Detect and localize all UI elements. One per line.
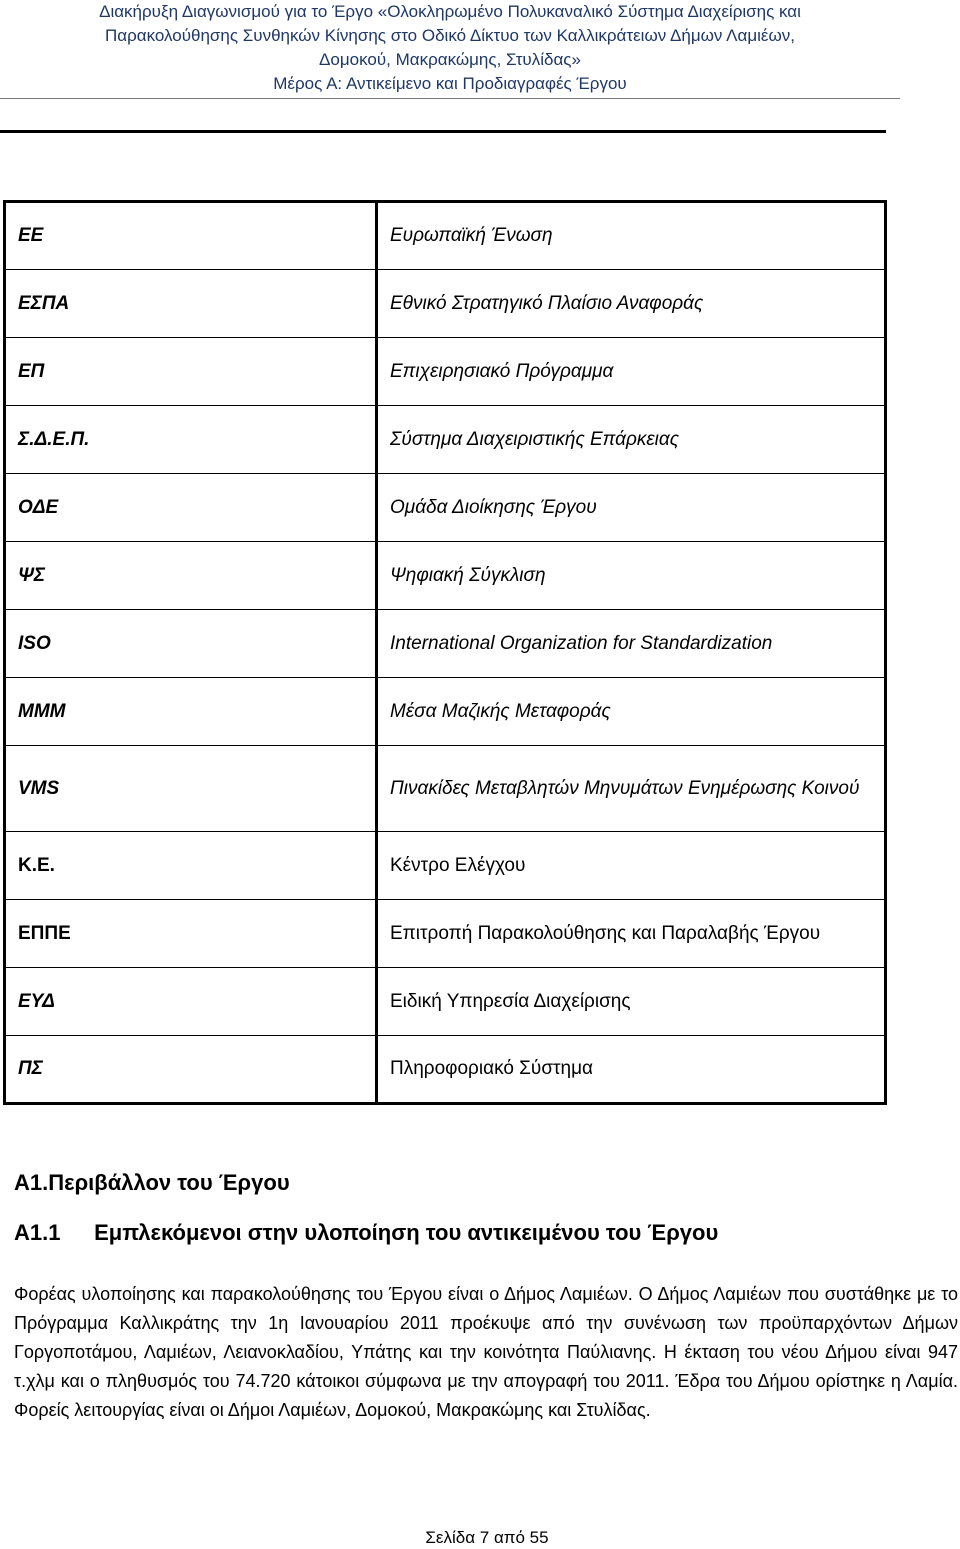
page-number: Σελίδα 7 από 55 [425,1528,549,1547]
meaning-cell: Μέσα Μαζικής Μεταφοράς [377,678,886,746]
meaning-cell: Ειδική Υπηρεσία Διαχείρισης [377,968,886,1036]
subsection-heading [14,1220,718,1246]
table-row [5,832,886,900]
meaning-cell: Επιχειρησιακό Πρόγραμμα [377,338,886,406]
table-row [5,678,886,746]
meaning-cell: Ψηφιακή Σύγκλιση [377,542,886,610]
abbr-cell: ΕΠ [5,338,377,406]
document-header [0,0,900,96]
table-row [5,202,886,270]
table-row [5,542,886,610]
table-row [5,746,886,832]
abbr-cell: VMS [5,746,377,832]
body-paragraph: Φορέας υλοποίησης και παρακολούθησης του Έργου είναι ο Δήμος Λαμιέων. Ο Δήμος Λαμιέων που συστάθηκε με το Πρόγραμμα Καλλικράτης την 1η Ιανουαρίου 2011 προέκυψε από την συνένωση των προϋπαρχόντων Δήμων Γοργοποτάμου, Λαμιέων, Λειανοκλαδίου, Υπάτης και την κοινότητα Παύλιανης. Η έκταση του νέου Δήμου είναι 947 τ.χλμ και ο πληθυσμός του 74.720 κάτοικοι σύμφωνα με την απογραφή του 2011. Έδρα του Δήμου ορίστηκε η Λαμία. Φορείς λειτουργίας είναι οι Δήμοι Λαμιέων, Δομοκού, Μακρακώμης και Στυλίδας. [14,1284,958,1420]
table-row [5,406,886,474]
table-row [5,900,886,968]
subsection-number: Α1.1 [14,1220,61,1245]
header-line-2: Παρακολούθησης Συνθηκών Κίνησης στο Οδικό Δίκτυο των Καλλικράτειων Δήμων Λαμιέων, [104,26,796,45]
table-row [5,338,886,406]
meaning-cell: Σύστημα Διαχειριστικής Επάρκειας [377,406,886,474]
meaning-cell: Ομάδα Διοίκησης Έργου [377,474,886,542]
header-line-4: Μέρος Α: Αντικείμενο και Προδιαγραφές Έργου [273,74,627,93]
meaning-cell: Πληροφοριακό Σύστημα [377,1036,886,1104]
abbr-cell: ΠΣ [5,1036,377,1104]
abbr-cell: ΜΜΜ [5,678,377,746]
table-row [5,270,886,338]
abbr-cell: ΕΣΠΑ [5,270,377,338]
abbr-cell: ΕΥΔ [5,968,377,1036]
abbr-cell: Κ.Ε. [5,832,377,900]
abbr-cell: Σ.Δ.Ε.Π. [5,406,377,474]
meaning-cell: Πινακίδες Μεταβλητών Μηνυμάτων Ενημέρωσης Κοινού [377,746,886,832]
meaning-cell: Επιτροπή Παρακολούθησης και Παραλαβής Έργου [377,900,886,968]
abbr-cell: ΨΣ [5,542,377,610]
section-divider [0,130,886,133]
header-line-1: Διακήρυξη Διαγωνισμού για το Έργο «Ολοκληρωμένο Πολυκαναλικό Σύστημα Διαχείρισης και [99,2,801,21]
table-row [5,610,886,678]
abbreviations-table [3,200,887,1105]
meaning-cell: Εθνικό Στρατηγικό Πλαίσιο Αναφοράς [377,270,886,338]
abbr-cell: ΟΔΕ [5,474,377,542]
meaning-cell: Ευρωπαϊκή Ένωση [377,202,886,270]
table-row [5,474,886,542]
subsection-title: Εμπλεκόμενοι στην υλοποίηση του αντικειμένου του Έργου [94,1220,719,1245]
table-row [5,968,886,1036]
section-heading: Α1.Περιβάλλον του Έργου [14,1170,290,1195]
meaning-cell: Κέντρο Ελέγχου [377,832,886,900]
abbr-cell: ISO [5,610,377,678]
table-row [5,1036,886,1104]
header-divider [0,98,900,99]
meaning-cell: International Organization for Standardization [377,610,886,678]
abbr-cell: ΕΠΠΕ [5,900,377,968]
abbr-cell: ΕΕ [5,202,377,270]
header-line-3: Δομοκού, Μακρακώμης, Στυλίδας» [319,50,581,69]
